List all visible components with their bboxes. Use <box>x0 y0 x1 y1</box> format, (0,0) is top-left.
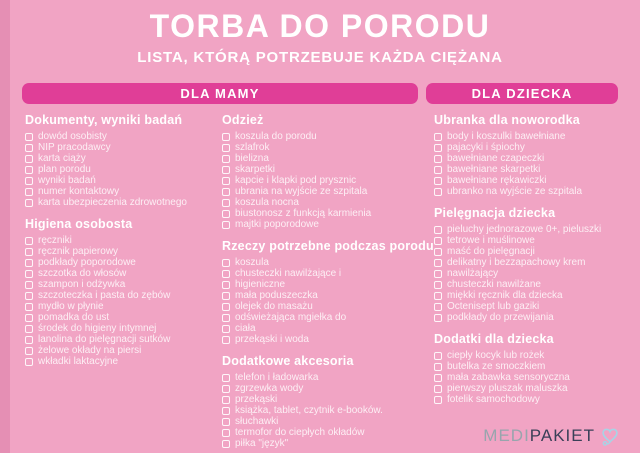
checklist-item <box>222 301 434 312</box>
column-mom-2 <box>222 113 434 449</box>
checkbox[interactable] <box>434 226 442 234</box>
checklist-item-label: podkłady poporodowe <box>38 257 136 268</box>
checklist-item <box>222 427 434 438</box>
checklist-item <box>434 383 618 394</box>
section-title: Higiena osobosta <box>25 217 133 231</box>
checklist-item-label: bielizna <box>235 153 269 164</box>
checklist-item-label: wkładki laktacyjne <box>38 356 119 367</box>
checklist-item-label: skarpetki <box>235 164 276 175</box>
checkbox[interactable] <box>222 314 230 322</box>
checkbox[interactable] <box>222 303 230 311</box>
checklist-item-label: mała poduszeczka <box>235 290 318 301</box>
checklist-item <box>25 279 222 290</box>
checkbox[interactable] <box>222 396 230 404</box>
checklist-item <box>222 186 434 197</box>
checkbox[interactable] <box>434 155 442 163</box>
checklist-item-label: ubrania na wyjście ze szpitala <box>235 186 368 197</box>
checkbox[interactable] <box>222 259 230 267</box>
checklist-item <box>222 257 434 268</box>
checklist-item <box>434 131 618 142</box>
checklist-section <box>222 239 434 345</box>
header-dla-mamy: DLA MAMY <box>22 83 418 104</box>
checkbox[interactable] <box>222 429 230 437</box>
checklist-item-label: przekąski i woda <box>235 334 309 345</box>
checklist-item <box>25 153 222 164</box>
checklist-item <box>222 416 434 427</box>
checkbox[interactable] <box>434 352 442 360</box>
checkbox[interactable] <box>222 336 230 344</box>
checkbox[interactable] <box>222 199 230 207</box>
checkbox[interactable] <box>25 303 33 311</box>
checkbox[interactable] <box>434 270 442 278</box>
section-title: Dokumenty, wyniki badań <box>25 113 183 127</box>
checklist-item-label: higieniczne <box>235 279 286 290</box>
checklist-item-label: pierwszy pluszak maluszka <box>447 383 568 394</box>
page-edge <box>0 0 10 453</box>
checkbox[interactable] <box>222 407 230 415</box>
checklist-item-label: książka, tablet, czytnik e-booków. <box>235 405 383 416</box>
header-dla-dziecka: DLA DZIECKA <box>426 83 618 104</box>
checklist-item <box>222 268 434 279</box>
checklist-item-label: bawełniane skarpetki <box>447 164 541 175</box>
checkbox[interactable] <box>222 221 230 229</box>
checkbox[interactable] <box>25 259 33 267</box>
column-headers <box>22 83 618 104</box>
checklist-item <box>25 131 222 142</box>
checkbox[interactable] <box>25 270 33 278</box>
checklist-item-label: środek do higieny intymnej <box>38 323 157 334</box>
checkbox[interactable] <box>222 166 230 174</box>
checklist-item <box>434 372 618 383</box>
checklist-item-label: body i koszulki bawełniane <box>447 131 566 142</box>
checklist-item-label: ubranko na wyjście ze szpitala <box>447 186 583 197</box>
section-title: Odzież <box>222 113 264 127</box>
checklist-item <box>434 224 618 235</box>
logo-text-pakiet: PAKIET <box>529 426 595 445</box>
checklist-item-label: kapcie i klapki pod prysznic <box>235 175 357 186</box>
checklist-item <box>434 142 618 153</box>
checkbox[interactable] <box>25 281 33 289</box>
checklist-item-label: chusteczki nawilżane <box>447 279 541 290</box>
section-title: Dodatkowe akcesoria <box>222 354 354 368</box>
checklist-item <box>222 208 434 219</box>
checkbox[interactable] <box>222 385 230 393</box>
checklist-section <box>222 113 434 230</box>
checkbox[interactable] <box>434 396 442 404</box>
checkbox[interactable] <box>222 281 230 289</box>
checkbox[interactable] <box>434 303 442 311</box>
checklist-item-label: pajacyki i śpiochy <box>447 142 525 153</box>
checklist-section <box>434 206 618 323</box>
checkbox[interactable] <box>222 144 230 152</box>
checkbox[interactable] <box>222 133 230 141</box>
checklist-item-label: nawilżający <box>447 268 499 279</box>
checklist-item <box>434 153 618 164</box>
checklist-item <box>222 323 434 334</box>
checklist-item-label: koszula nocna <box>235 197 299 208</box>
checkbox[interactable] <box>222 188 230 196</box>
checklist-section <box>25 113 222 208</box>
checklist-item-label: butelka ze smoczkiem <box>447 361 546 372</box>
checklist-item <box>25 356 222 367</box>
checklist-item-label: szczoteczka i pasta do zębów <box>38 290 171 301</box>
checkbox[interactable] <box>434 292 442 300</box>
checklist-item <box>222 334 434 345</box>
checklist-item <box>434 290 618 301</box>
checkbox[interactable] <box>434 177 442 185</box>
checklist-item <box>222 279 434 290</box>
checklist-item <box>222 405 434 416</box>
checklist-item-label: tetrowe i muślinowe <box>447 235 535 246</box>
checklist-item-label: piłka "język" <box>235 438 289 449</box>
checklist-item-label: szlafrok <box>235 142 270 153</box>
column-baby <box>434 113 618 449</box>
checkbox[interactable] <box>222 210 230 218</box>
checklist-item-label: pomadka do ust <box>38 312 110 323</box>
checklist-item-label: szampon i odżywka <box>38 279 126 290</box>
checklist-item-label: odświeżająca mgiełka do <box>235 312 347 323</box>
checkbox[interactable] <box>434 248 442 256</box>
section-title: Ubranka dla noworodka <box>434 113 580 127</box>
checklist-item <box>222 164 434 175</box>
checklist-item-label: numer kontaktowy <box>38 186 120 197</box>
checkbox[interactable] <box>25 248 33 256</box>
checklist-item <box>434 301 618 312</box>
checklist-item <box>25 323 222 334</box>
checklist-item-label: telefon i ładowarka <box>235 372 319 383</box>
checklist-item <box>434 235 618 246</box>
page-subtitle: LISTA, KTÓRĄ POTRZEBUJE KAŻDA CIĘŻANA <box>137 49 503 66</box>
checklist-item <box>222 372 434 383</box>
checklist-item <box>434 246 618 257</box>
checklist-item-label: termofor do ciepłych okładów <box>235 427 365 438</box>
checkbox[interactable] <box>222 418 230 426</box>
checkbox[interactable] <box>434 374 442 382</box>
checklist-item-label: dowód osobisty <box>38 131 107 142</box>
checklist-item-label: fotelik samochodowy <box>447 394 540 405</box>
checklist-item-label: podkłady do przewijania <box>447 312 554 323</box>
checklist-item <box>222 142 434 153</box>
checklist-item-label: karta ubezpieczenia zdrowotnego <box>38 197 187 208</box>
section-title: Rzeczy potrzebne podczas porodu <box>222 239 434 253</box>
checklist-item <box>25 175 222 186</box>
checklist-item-label: mała zabawka sensoryczna <box>447 372 570 383</box>
checkbox[interactable] <box>25 133 33 141</box>
checklist-item <box>434 394 618 405</box>
checklist-section <box>222 354 434 449</box>
checklist-item-label: koszula do porodu <box>235 131 317 142</box>
checklist-item-label: plan porodu <box>38 164 91 175</box>
checkbox[interactable] <box>434 259 442 267</box>
checklist-item <box>222 290 434 301</box>
checklist-item-label: słuchawki <box>235 416 279 427</box>
checklist-item-label: Octenisept lub gaziki <box>447 301 540 312</box>
checklist-item-label: przekąski <box>235 394 278 405</box>
column-mom-1 <box>25 113 222 449</box>
checkbox[interactable] <box>222 440 230 448</box>
checklist-section <box>434 113 618 197</box>
checklist-item-label: biustonosz z funkcją karmienia <box>235 208 372 219</box>
brand-logo <box>483 424 622 448</box>
checklist-item <box>25 290 222 301</box>
checkbox[interactable] <box>25 314 33 322</box>
checklist-item-label: maść do pielęgnacji <box>447 246 535 257</box>
checklist-item-label: ręcznik papierowy <box>38 246 119 257</box>
checklist-item <box>25 197 222 208</box>
checklist-item <box>434 279 618 290</box>
checkbox[interactable] <box>434 385 442 393</box>
checklist-item <box>434 257 618 268</box>
checkbox[interactable] <box>222 292 230 300</box>
checklist-item <box>222 219 434 230</box>
checklist-columns <box>25 113 618 449</box>
checklist-item <box>25 186 222 197</box>
checkbox[interactable] <box>434 314 442 322</box>
checklist-item-label: delikatny i bezzapachowy krem <box>447 257 586 268</box>
checklist-item-label: NIP pracodawcy <box>38 142 111 153</box>
checklist-item-label: olejek do masażu <box>235 301 313 312</box>
checklist-item-label: chusteczki nawilżające i <box>235 268 342 279</box>
checklist-item <box>222 312 434 323</box>
checkbox[interactable] <box>434 188 442 196</box>
checklist-item-label: majtki poporodowe <box>235 219 319 230</box>
checkbox[interactable] <box>25 292 33 300</box>
checklist-item <box>25 334 222 345</box>
checkbox[interactable] <box>434 363 442 371</box>
checklist-item <box>25 235 222 246</box>
checkbox[interactable] <box>222 177 230 185</box>
checklist-item <box>222 153 434 164</box>
checklist-item <box>25 312 222 323</box>
checkbox[interactable] <box>25 155 33 163</box>
checklist-item <box>222 438 434 449</box>
checkbox[interactable] <box>222 155 230 163</box>
checklist-item <box>25 345 222 356</box>
checklist-item <box>434 350 618 361</box>
checklist-section <box>25 217 222 367</box>
checklist-item-label: ciepły kocyk lub rożek <box>447 350 545 361</box>
checklist-item <box>222 394 434 405</box>
page-title: TORBA DO PORODU <box>149 8 491 44</box>
checklist-item-label: ręczniki <box>38 235 72 246</box>
checkbox[interactable] <box>25 347 33 355</box>
checklist-item <box>25 142 222 153</box>
checklist-item <box>222 131 434 142</box>
checklist-item-label: lanolina do pielęgnacji sutków <box>38 334 171 345</box>
checklist-item-label: żelowe okłady na piersi <box>38 345 142 356</box>
checkbox[interactable] <box>25 144 33 152</box>
checklist-item <box>434 361 618 372</box>
checkbox[interactable] <box>222 325 230 333</box>
checklist-item <box>434 186 618 197</box>
checklist-section <box>434 332 618 405</box>
checklist-item <box>434 164 618 175</box>
checklist-item-label: mydło w płynie <box>38 301 104 312</box>
checkbox[interactable] <box>25 166 33 174</box>
logo-text-medi: MEDI <box>483 426 530 445</box>
checklist-item <box>25 257 222 268</box>
checkbox[interactable] <box>25 336 33 344</box>
checklist-item-label: bawełniane rękawiczki <box>447 175 547 186</box>
checklist-item <box>434 175 618 186</box>
checkbox[interactable] <box>25 177 33 185</box>
checklist-item <box>25 164 222 175</box>
checklist-item-label: pieluchy jednorazowe 0+, pieluszki <box>447 224 602 235</box>
checklist-item-label: bawełniane czapeczki <box>447 153 545 164</box>
checklist-item <box>25 268 222 279</box>
checklist-item-label: ciała <box>235 323 256 334</box>
checklist-item-label: wyniki badań <box>38 175 96 186</box>
checklist-item <box>25 246 222 257</box>
checklist-item-label: koszula <box>235 257 269 268</box>
checklist-item-label: miękki ręcznik dla dziecka <box>447 290 563 301</box>
checkbox[interactable] <box>434 281 442 289</box>
section-title: Dodatki dla dziecka <box>434 332 554 346</box>
checklist-item <box>434 268 618 279</box>
checkbox[interactable] <box>25 237 33 245</box>
section-title: Pielęgnacja dziecka <box>434 206 556 220</box>
checkbox[interactable] <box>25 199 33 207</box>
checklist-item <box>434 312 618 323</box>
checklist-item-label: zgrzewka wody <box>235 383 304 394</box>
checklist-item <box>25 301 222 312</box>
stethoscope-heart-icon <box>598 424 622 448</box>
checkbox[interactable] <box>25 188 33 196</box>
checkbox[interactable] <box>25 325 33 333</box>
checklist-item <box>222 175 434 186</box>
checkbox[interactable] <box>222 270 230 278</box>
checkbox[interactable] <box>434 144 442 152</box>
checkbox[interactable] <box>25 358 33 366</box>
checklist-item-label: karta ciąży <box>38 153 86 164</box>
checklist-item <box>222 197 434 208</box>
checklist-item <box>222 383 434 394</box>
checkbox[interactable] <box>434 133 442 141</box>
checkbox[interactable] <box>434 237 442 245</box>
checkbox[interactable] <box>434 166 442 174</box>
checkbox[interactable] <box>222 374 230 382</box>
checklist-item-label: szczotka do włosów <box>38 268 127 279</box>
